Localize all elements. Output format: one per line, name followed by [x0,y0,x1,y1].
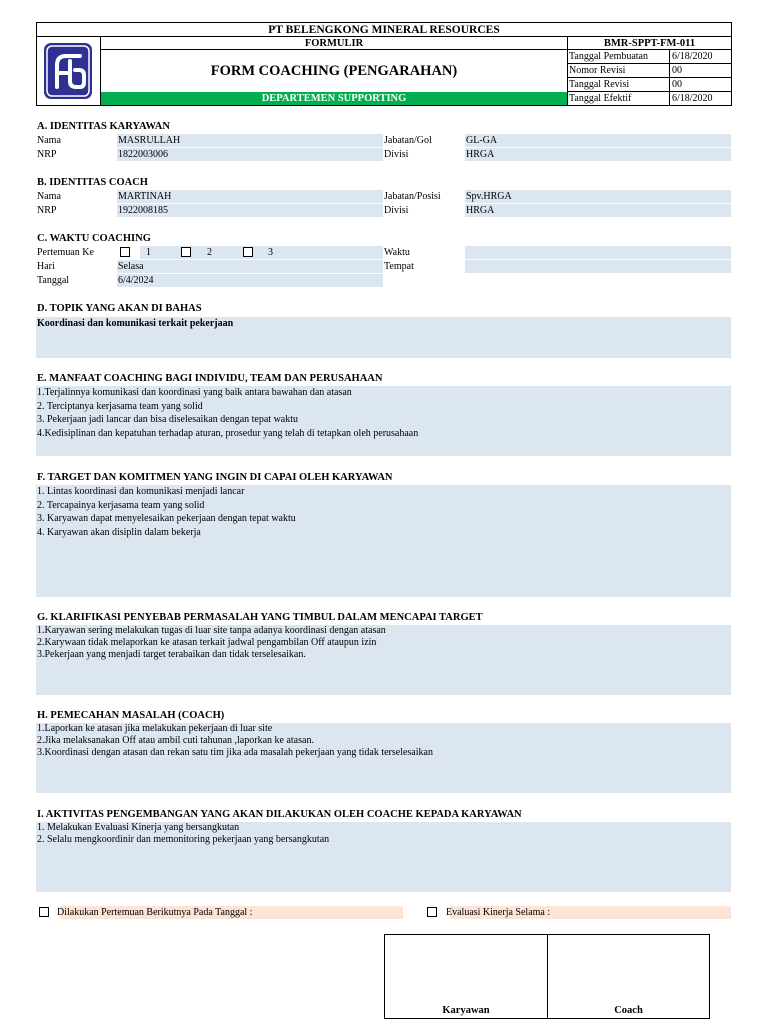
coach-name-field[interactable]: MARTINAH [117,190,383,203]
company-name: PT BELENGKONG MINERAL RESOURCES [37,23,731,37]
divisi-label: Divisi [384,205,409,216]
signature-karyawan-label: Karyawan [442,1005,490,1016]
pertemuan-1-label: 1 [146,247,151,258]
tanggal-label: Tanggal [37,275,70,286]
employee-nrp-field[interactable]: 1822003006 [117,148,383,161]
section-a-title: A. IDENTITAS KARYAWAN [37,121,170,132]
nrp-label: NRP [37,205,57,216]
department-bar: DEPARTEMEN SUPPORTING [101,92,568,105]
targets-textarea[interactable] [36,485,731,597]
tempat-field[interactable] [465,260,731,273]
meta-label: Tanggal Efektif [568,92,670,105]
text-line: 3. Karyawan dapat menyelesaikan pekerjaan dengan tepat waktu [37,513,296,524]
meta-value: 6/18/2020 [670,50,731,64]
section-d-title: D. TOPIK YANG AKAN DI BAHAS [37,303,202,314]
section-f-title: F. TARGET DAN KOMITMEN YANG INGIN DI CAPAI OLEH KARYAWAN [37,472,393,483]
pertemuan-3-checkbox[interactable] [243,247,253,257]
form-title: FORM COACHING (PENGARAHAN) [101,50,568,92]
text-line: 1.Karyawan sering melakukan tugas di luar site tanpa adanya koordinasi dengan atasan [37,625,386,636]
pertemuan-3-label: 3 [268,247,273,258]
meta-value: 00 [670,78,731,92]
meta-label: Tanggal Pembuatan [568,50,670,64]
meta-value: 00 [670,64,731,78]
jabatan-label: Jabatan/Gol [384,135,432,146]
development-textarea[interactable] [36,822,731,892]
form-header [36,22,732,106]
benefits-textarea[interactable] [36,386,731,456]
waktu-label: Waktu [384,247,410,258]
next-meeting-label: Dilakukan Pertemuan Berikutnya Pada Tanggal : [57,907,253,918]
text-line: 4.Kedisiplinan dan kepatuhan terhadap aturan, prosedur yang telah di tetapkan oleh perusahaan [37,427,419,439]
text-line: 2.Jika melaksanakan Off atau ambil cuti tahunan ,laporkan ke atasan. [37,735,314,746]
text-line: 2. Selalu mengkoordinir dan memonitoring pekerjaan yang bersangkutan [37,834,330,845]
problems-textarea[interactable] [36,625,731,695]
signature-coach-label: Coach [614,1005,643,1016]
evaluation-label: Evaluasi Kinerja Selama : [446,907,551,918]
document-code: BMR-SPPT-FM-011 [568,37,731,50]
meta-label: Nomor Revisi [568,64,670,78]
text-line: 1. Lintas koordinasi dan komunikasi menjadi lancar [37,486,245,497]
text-line: 2.Karywaan tidak melaporkan ke atasan terkait jadwal pengambilan Off ataupun izin [37,637,377,648]
formulir-label: FORMULIR [101,37,568,50]
employee-position-field[interactable]: GL-GA [465,134,731,147]
pertemuan-2-checkbox[interactable] [181,247,191,257]
employee-name-field[interactable]: MASRULLAH [117,134,383,147]
divisi-label: Divisi [384,149,409,160]
next-meeting-checkbox[interactable] [39,907,49,917]
text-line: 2. Tercapainya kerjasama team yang solid [37,499,205,511]
meta-value: 6/18/2020 [672,93,713,104]
logo-cell [37,37,101,105]
signature-table [384,934,710,1019]
text-line: 2. Terciptanya kerjasama team yang solid [37,400,203,412]
text-line: 3.Koordinasi dengan atasan dan rekan satu tim jika ada masalah pekerjaan yang tidak terselesaikan [37,747,433,758]
company-logo-icon [42,41,94,101]
pertemuan-2-label: 2 [207,247,212,258]
section-g-title: G. KLARIFIKASI PENYEBAB PERMASALAH YANG TIMBUL DALAM MENCAPAI TARGET [37,612,483,623]
text-line: 3.Pekerjaan yang menjadi target terabaikan dan tidak terselesaikan. [37,649,306,660]
nama-label: Nama [37,191,61,202]
coach-division-field[interactable]: HRGA [465,204,731,217]
coach-nrp-field[interactable]: 1922008185 [117,204,383,217]
topic-textarea[interactable] [36,317,731,358]
solutions-textarea[interactable] [36,723,731,793]
section-h-title: H. PEMECAHAN MASALAH (COACH) [37,710,225,721]
pertemuan-label: Pertemuan Ke [37,247,94,258]
pertemuan-options-bg [140,246,383,259]
hari-label: Hari [37,261,55,272]
text-line: 4. Karyawan akan disiplin dalam bekerja [37,526,201,538]
section-c-title: C. WAKTU COACHING [37,233,151,244]
text-line: 1.Laporkan ke atasan jika melakukan pekerjaan di luar site [37,723,273,734]
nrp-label: NRP [37,149,57,160]
waktu-field[interactable] [465,246,731,259]
coach-position-field[interactable]: Spv.HRGA [465,190,731,203]
nama-label: Nama [37,135,61,146]
text-line: 3. Pekerjaan jadi lancar dan bisa diselesaikan dengan tepat waktu [37,414,299,425]
employee-division-field[interactable]: HRGA [465,148,731,161]
section-e-title: E. MANFAAT COACHING BAGI INDIVIDU, TEAM DAN PERUSAHAAN [37,373,383,384]
hari-field[interactable]: Selasa [117,260,383,273]
text-line: Koordinasi dan komunikasi terkait pekerjaan [37,318,234,329]
text-line: 1. Melakukan Evaluasi Kinerja yang bersangkutan [37,822,240,833]
tempat-label: Tempat [384,261,414,272]
meta-label: Tanggal Revisi [568,78,670,92]
jabatan-label: Jabatan/Posisi [384,191,441,202]
tanggal-field[interactable]: 6/4/2024 [117,274,383,287]
pertemuan-1-checkbox[interactable] [120,247,130,257]
section-b-title: B. IDENTITAS COACH [37,177,148,188]
evaluation-checkbox[interactable] [427,907,437,917]
text-line: 1.Terjalinnya komunikasi dan koordinasi yang baik antara bawahan dan atasan [37,387,352,398]
section-i-title: I. AKTIVITAS PENGEMBANGAN YANG AKAN DILAKUKAN OLEH COACHE KEPADA KARYAWAN [37,809,522,820]
